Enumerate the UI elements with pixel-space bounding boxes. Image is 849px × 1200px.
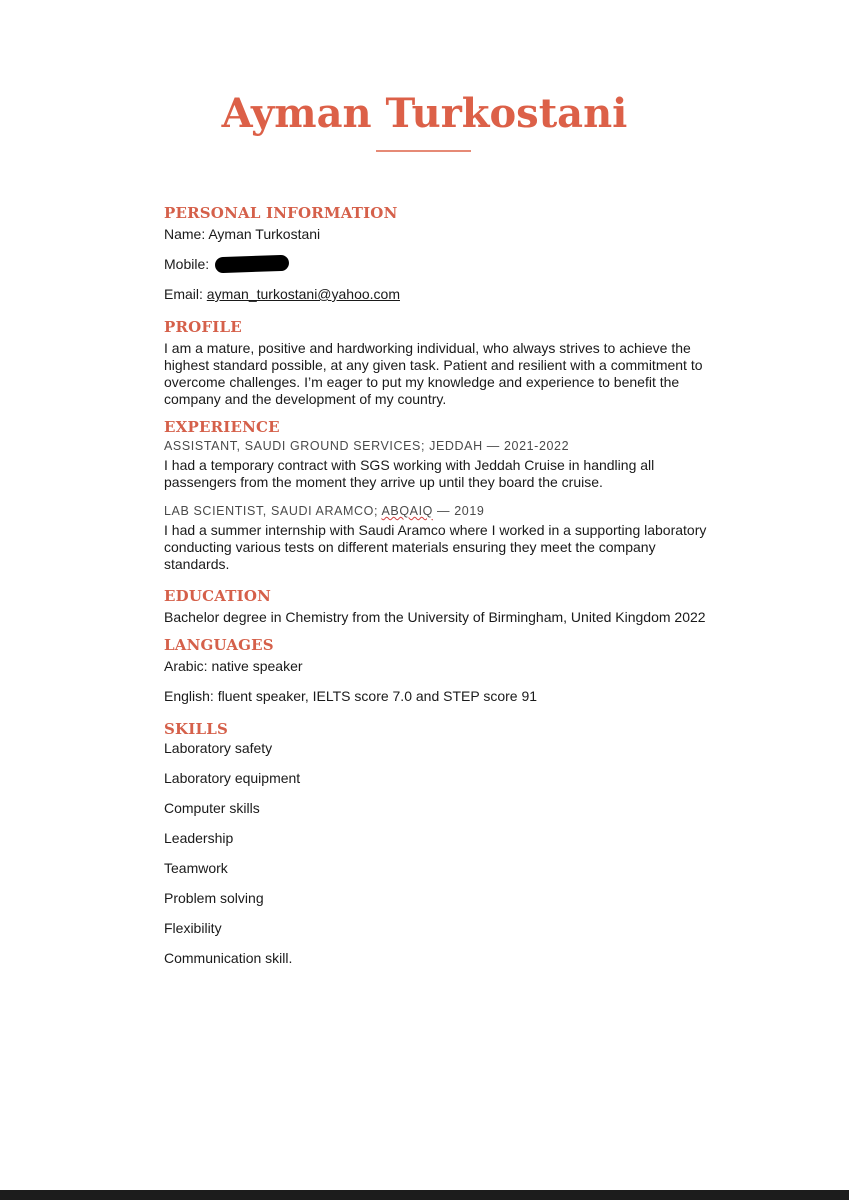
bottom-bar [0, 1190, 849, 1200]
personal-information-section [164, 202, 724, 303]
job-location: ABQAIQ [381, 504, 433, 518]
job-title: ASSISTANT, SAUDI GROUND SERVICES; JEDDAH — 2021-2022 [164, 439, 570, 453]
languages-section [164, 634, 724, 705]
personal-information-heading: PERSONAL INFORMATION [164, 204, 398, 222]
skill-item: Laboratory equipment [164, 770, 301, 786]
name-divider [376, 150, 471, 152]
mobile-label: Mobile: [164, 256, 210, 272]
language-item: Arabic: native speaker [164, 658, 303, 674]
mobile-line [164, 256, 724, 273]
skill-item: Flexibility [164, 920, 222, 936]
profile-text: I am a mature, positive and hardworking individual, who always strives to achieve the highest standard possible, at any given task. Patient and resilient with a commitment to overcome challenges. I’m eager to put my knowledge and experience to benefit the company and the development of my country. [164, 340, 703, 407]
email-label: Email: [164, 286, 203, 302]
resume-content [164, 202, 724, 980]
skills-section [164, 718, 724, 967]
email-line [164, 286, 724, 303]
candidate-name: Ayman Turkostani [221, 90, 628, 137]
languages-heading: LANGUAGES [164, 636, 274, 654]
skill-item: Problem solving [164, 890, 264, 906]
skill-item: Laboratory safety [164, 740, 273, 756]
job-title-text: LAB SCIENTIST, SAUDI ARAMCO; [164, 504, 382, 518]
language-item: English: fluent speaker, IELTS score 7.0 and STEP score 91 [164, 688, 538, 704]
email-link[interactable]: ayman_turkostani@yahoo.com [206, 286, 400, 302]
job-date: — 2019 [432, 504, 485, 518]
profile-section [164, 316, 724, 408]
skill-item: Computer skills [164, 800, 260, 816]
education-heading: EDUCATION [164, 587, 272, 605]
job-title [164, 503, 724, 520]
skill-item: Communication skill. [164, 950, 293, 966]
skills-heading: SKILLS [164, 720, 229, 738]
education-text: Bachelor degree in Chemistry from the University of Birmingham, United Kingdom 2022 [164, 609, 706, 625]
education-section [164, 585, 724, 626]
job-description: I had a temporary contract with SGS working with Jeddah Cruise in handling all passengers from the moment they arrive up until they board the cruise. [164, 457, 655, 490]
experience-section [164, 416, 724, 573]
name-line: Name: Ayman Turkostani [164, 226, 321, 242]
job-description: I had a summer internship with Saudi Aramco where I worked in a supporting laboratory conducting various tests on different materials ensuring they meet the company standards. [164, 522, 707, 572]
profile-heading: PROFILE [164, 318, 242, 336]
redaction-mark [215, 255, 290, 274]
skill-item: Teamwork [164, 860, 228, 876]
experience-heading: EXPERIENCE [164, 418, 280, 436]
skill-item: Leadership [164, 830, 234, 846]
